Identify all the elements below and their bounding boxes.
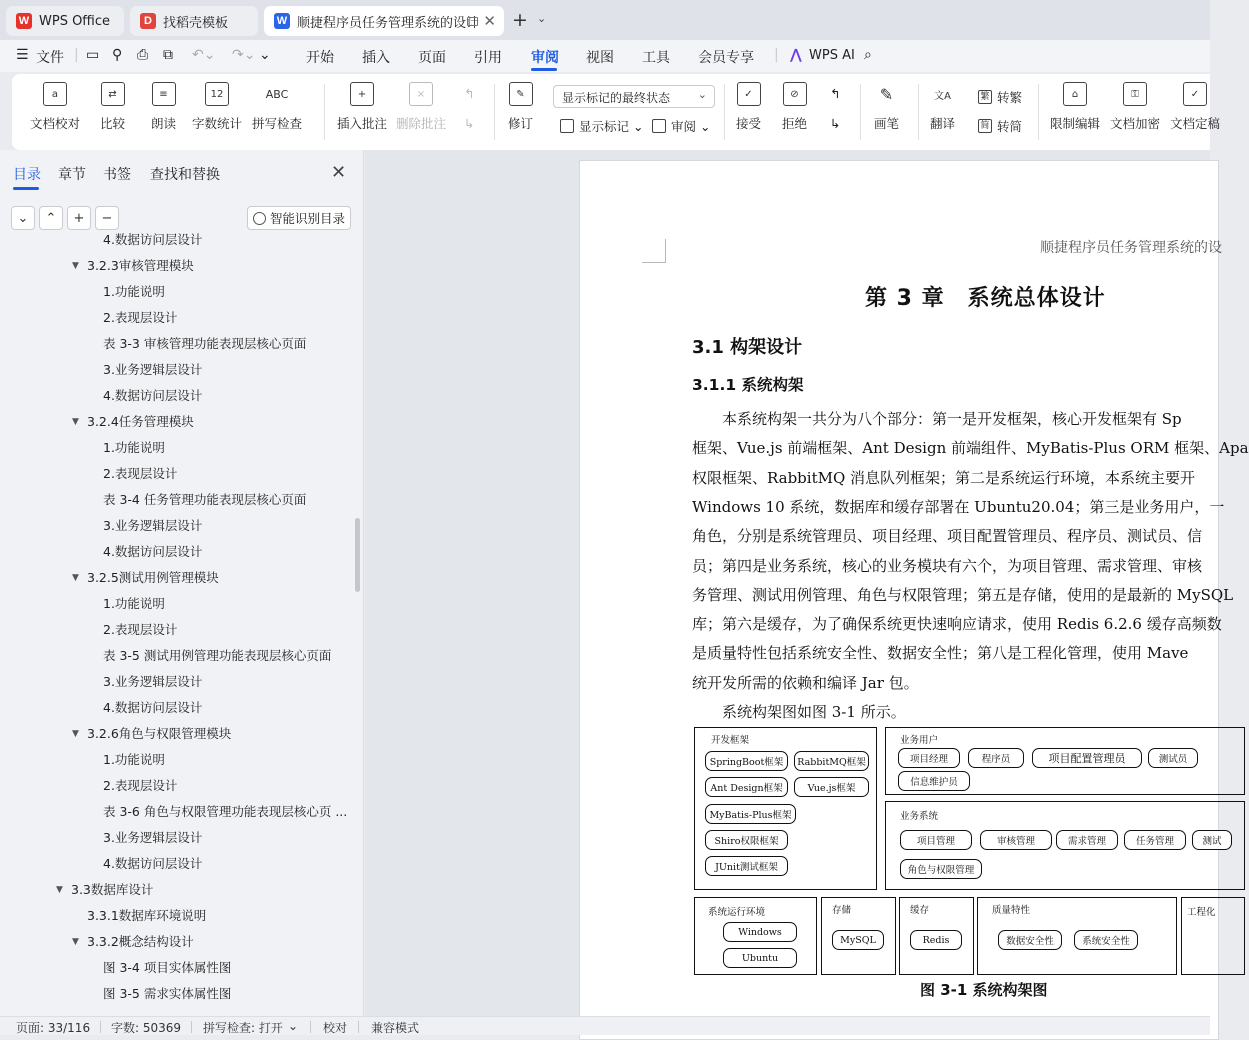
menu-item-insert[interactable]: 插入	[362, 50, 390, 66]
chevron-down-icon[interactable]: ⌄	[288, 1019, 299, 1033]
label: 接受	[736, 116, 762, 131]
box-title: 质量特性	[992, 905, 1031, 916]
search-icon[interactable]: ⌕	[864, 47, 872, 63]
figure-pill: Vue.js框架	[794, 777, 869, 797]
toc-item[interactable]	[0, 360, 352, 380]
paragraph-line: 员；第四是业务系统，核心的业务模块有六个，为项目管理、需求管理、审核	[692, 556, 1203, 575]
label: 智能识别目录	[269, 211, 345, 226]
toc-item-label: 3.3数据库设计	[71, 882, 154, 897]
insert-comment-button[interactable]	[337, 82, 387, 132]
translate-button[interactable]	[930, 82, 955, 132]
toc-item[interactable]	[0, 542, 352, 562]
paragraph-line: 库；第六是缓存，为了确保系统更快速响应请求，使用 Redis 6.2.6 缓存高频数	[692, 615, 1222, 634]
toc-item-label: 图 3-5 需求实体属性图	[103, 986, 232, 1001]
figure-caption: 图 3-1 系统构架图	[920, 981, 1048, 999]
toc-item[interactable]	[0, 230, 352, 250]
read-aloud-icon: ≡	[152, 82, 176, 106]
review-pane-button[interactable]: 审阅 ⌄	[652, 117, 710, 135]
finalize-icon: ✓	[1183, 82, 1207, 106]
separator	[1038, 84, 1039, 140]
figure-pill: Windows	[723, 922, 797, 942]
figure-pill: MySQL	[832, 930, 884, 950]
nav-tab-find-replace[interactable]: 查找和替换	[150, 167, 220, 183]
track-changes-icon: ✎	[509, 82, 533, 106]
toc-item[interactable]	[0, 386, 352, 406]
figure-pill: 项目配置管理员	[1032, 748, 1142, 768]
document-page	[579, 160, 1249, 1040]
compare-icon: ⇄	[101, 82, 125, 106]
review-pane-icon	[652, 119, 666, 133]
save-icon[interactable]: ▭	[86, 47, 100, 63]
business-system-box	[885, 801, 1245, 890]
figure-pill: RabbitMQ框架	[794, 751, 869, 771]
expand-up-button[interactable]: ⌃	[39, 206, 63, 230]
label: 翻译	[930, 116, 956, 131]
pen-icon: ✎	[879, 84, 894, 104]
ribbon-toolbar	[12, 74, 1221, 150]
separator	[324, 84, 325, 140]
toc-item-label: 4.数据访问层设计	[103, 232, 203, 247]
redo-icon[interactable]: ↷⌄	[232, 47, 256, 63]
toc-item[interactable]	[0, 776, 352, 796]
label: 删除批注	[396, 116, 447, 131]
figure-pill: Ant Design框架	[705, 777, 788, 797]
toc-item[interactable]	[0, 984, 352, 1004]
spell-check-button[interactable]	[252, 82, 302, 132]
engineering-box	[1181, 897, 1245, 975]
paragraph-line: 务管理、测试用例管理、角色与权限管理；第五是存储，使用的是最新的 MySQL	[692, 585, 1234, 604]
label: 显示标记	[579, 119, 630, 134]
restrict-edit-button[interactable]	[1050, 82, 1100, 132]
separator	[494, 84, 495, 140]
traditional-icon: 繁	[978, 90, 992, 104]
wps-writer-icon: W	[274, 13, 290, 29]
toc-item-label: 3.业务逻辑层设计	[103, 674, 203, 689]
toc-item-label: 3.2.4任务管理模块	[87, 414, 194, 429]
tab-bar	[0, 0, 1210, 40]
subsection-heading: 3.1.1 系统构架	[692, 376, 804, 394]
smart-icon	[253, 212, 266, 225]
figure-pill: 程序员	[968, 748, 1024, 768]
show-markup-icon	[560, 119, 574, 133]
paragraph-line: 权限框架、RabbitMQ 消息队列框架；第二是系统运行环境，本系统主要开	[692, 468, 1196, 487]
toc-item[interactable]	[0, 906, 352, 926]
label: 拼写检查	[252, 116, 303, 131]
separator	[860, 84, 861, 140]
toc-item-label: 2.表现层设计	[103, 310, 178, 325]
delete-comment-button[interactable]	[396, 82, 446, 132]
paragraph-line: 系统构架图如图 3-1 所示。	[692, 703, 906, 721]
toc-item-label: 3.业务逻辑层设计	[103, 362, 203, 377]
label: 修订	[508, 116, 534, 131]
toc-item[interactable]	[0, 724, 352, 744]
accept-button[interactable]	[736, 82, 761, 132]
label: 字数统计	[192, 116, 243, 131]
proofread-icon: a	[43, 82, 67, 106]
monitor-icon[interactable]	[467, 17, 478, 26]
translate-icon: 文A	[934, 90, 951, 102]
toc-item-label: 1.功能说明	[103, 440, 165, 455]
toc-item-label: 3.2.5测试用例管理模块	[87, 570, 219, 585]
toc-item-label: 表 3-6 角色与权限管理功能表现层核心页 ...	[103, 804, 348, 819]
menu-item-start[interactable]: 开始	[306, 50, 334, 66]
label: 画笔	[874, 116, 900, 131]
chevron-down-icon: ⌄	[697, 88, 707, 101]
toc-item-label: 表 3-3 审核管理功能表现层核心页面	[103, 336, 307, 351]
chevron-down-icon[interactable]: ⌄	[537, 12, 547, 25]
expand-triangle-icon[interactable]: ▼	[72, 729, 79, 739]
box-title: 开发框架	[711, 735, 750, 746]
separator	[191, 1021, 192, 1033]
smart-toc-button[interactable]	[247, 206, 351, 230]
label: 文档加密	[1110, 116, 1161, 131]
status-bar	[0, 1016, 1210, 1035]
label: 转简	[997, 119, 1023, 134]
toc-item-label: 2.表现层设计	[103, 466, 178, 481]
compare-button[interactable]	[100, 82, 125, 132]
toc-item-label: 4.数据访问层设计	[103, 388, 203, 403]
toc-item[interactable]	[0, 438, 352, 458]
toc-item-label: 3.业务逻辑层设计	[103, 830, 203, 845]
label: 文档校对	[30, 116, 81, 131]
toc-item[interactable]	[0, 802, 352, 822]
print-preview-icon[interactable]: ⧉	[163, 47, 173, 63]
cache-box	[899, 897, 974, 975]
accept-icon: ✓	[737, 82, 761, 106]
toc-item-label: 2.表现层设计	[103, 778, 178, 793]
menu-item-tools[interactable]: 工具	[642, 50, 670, 66]
to-simplified-button[interactable]	[978, 117, 1022, 135]
comment-add-icon: +	[350, 82, 374, 106]
figure-pill: 系统安全性	[1074, 930, 1138, 950]
read-aloud-button[interactable]	[151, 82, 176, 132]
toc-item[interactable]	[0, 334, 352, 354]
compat-mode: 兼容模式	[371, 1021, 420, 1035]
toc-item-label: 4.数据访问层设计	[103, 544, 203, 559]
more-icon[interactable]: ⌄	[259, 47, 271, 63]
tab-label: 找稻壳模板	[163, 15, 229, 31]
proof-status[interactable]: 校对	[323, 1021, 348, 1035]
separator	[100, 1021, 101, 1033]
docer-icon: D	[140, 13, 156, 29]
wps-ai-icon[interactable]: ⋀	[790, 47, 802, 63]
toc-item[interactable]	[0, 932, 352, 952]
toc-item[interactable]	[0, 464, 352, 484]
label: 比较	[100, 116, 126, 131]
box-title: 缓存	[910, 905, 930, 916]
quality-box	[977, 897, 1177, 975]
toc-item[interactable]	[0, 516, 352, 536]
separator	[310, 1021, 311, 1033]
tab-label: 顺捷程序员任务管理系统的设计	[297, 15, 480, 31]
toc-item[interactable]	[0, 672, 352, 692]
figure-pill: SpringBoot框架	[705, 751, 788, 771]
menu-item-page[interactable]: 页面	[418, 50, 446, 66]
close-icon[interactable]: ✕	[483, 12, 496, 30]
next-change-icon[interactable]: ↳	[830, 116, 841, 131]
wps-ai-label[interactable]: WPS AI	[809, 48, 855, 63]
toc-item[interactable]	[0, 646, 352, 666]
hamburger-icon[interactable]: ☰	[16, 47, 29, 63]
paragraph-line: Windows 10 系统，数据库和缓存部署在 Ubuntu20.04；第三是业务用户，一	[692, 497, 1225, 516]
toc-item-label: 3.2.6角色与权限管理模块	[87, 726, 232, 741]
toc-item-label: 3.2.3审核管理模块	[87, 258, 194, 273]
word-count-button[interactable]	[192, 82, 242, 132]
toc-item-label: 1.功能说明	[103, 596, 165, 611]
expand-triangle-icon[interactable]: ▼	[72, 573, 79, 583]
separator: |	[74, 47, 79, 63]
word-count[interactable]: 字数: 50369	[111, 1021, 182, 1035]
page-indicator[interactable]: 页面: 33/116	[16, 1021, 91, 1035]
simplified-icon: 简	[978, 119, 992, 133]
show-markup-button[interactable]: 显示标记 ⌄	[560, 117, 643, 135]
menu-item-view[interactable]: 视图	[586, 50, 614, 66]
label: 拒绝	[782, 116, 808, 131]
next-comment-icon[interactable]: ↳	[464, 116, 475, 131]
figure-pill: JUnit测试框架	[705, 856, 788, 876]
expand-triangle-icon[interactable]: ▼	[72, 417, 79, 427]
label: 转繁	[997, 90, 1023, 105]
nav-tab-underline	[13, 187, 39, 190]
toc-item-label: 表 3-5 测试用例管理功能表现层核心页面	[103, 648, 332, 663]
reject-icon: ⊘	[783, 82, 807, 106]
toc-item[interactable]	[0, 958, 352, 978]
prev-comment-icon[interactable]: ↰	[464, 86, 475, 101]
figure-pill: 测试员	[1148, 748, 1198, 768]
markup-mode-value: 显示标记的最终状态	[562, 91, 671, 105]
reject-button[interactable]	[782, 82, 807, 132]
figure-pill: 项目管理	[900, 830, 972, 850]
separator	[918, 84, 919, 140]
nav-tab-bookmark[interactable]: 书签	[103, 167, 131, 183]
comment-delete-icon: ×	[409, 82, 433, 106]
figure-pill: 任务管理	[1124, 830, 1186, 850]
ink-button[interactable]	[874, 82, 899, 132]
encrypt-icon: ⚿	[1123, 82, 1147, 106]
markup-mode-select[interactable]	[553, 85, 715, 108]
track-changes-button[interactable]	[508, 82, 533, 132]
nav-tab-chapter[interactable]: 章节	[58, 167, 86, 183]
tab-document[interactable]	[264, 6, 504, 36]
close-icon[interactable]: ✕	[331, 162, 347, 183]
paragraph-line: 框架、Vue.js 前端框架、Ant Design 前端组件、MyBatis-Plus ORM 框架、Apa	[692, 439, 1249, 458]
menu-file[interactable]: 文件	[36, 50, 64, 66]
toc-list	[0, 232, 352, 1016]
menu-item-member[interactable]: 会员专享	[698, 50, 754, 66]
figure-pill: Shiro权限框架	[705, 830, 788, 850]
scrollbar[interactable]	[355, 518, 360, 592]
toc-item[interactable]	[0, 594, 352, 614]
menu-item-review[interactable]: 审阅	[531, 50, 559, 66]
section-heading: 3.1 构架设计	[692, 337, 803, 358]
toc-item[interactable]	[0, 308, 352, 328]
tab-label: WPS Office	[39, 13, 111, 29]
to-traditional-button[interactable]	[978, 88, 1022, 106]
toc-item-label: 3.业务逻辑层设计	[103, 518, 203, 533]
figure-pill: Redis	[910, 930, 962, 950]
navigation-pane	[0, 150, 364, 1016]
separator: |	[774, 47, 779, 63]
active-menu-underline	[531, 68, 557, 71]
figure-pill: 角色与权限管理	[900, 859, 982, 879]
toc-item[interactable]	[0, 490, 352, 510]
chapter-title: 第 3 章 系统总体设计	[865, 286, 1106, 311]
lock-doc-icon: ⌂	[1063, 82, 1087, 106]
word-count-icon: 12	[205, 82, 229, 106]
figure-pill: Ubuntu	[723, 948, 797, 968]
undo-icon[interactable]: ↶⌄	[192, 47, 216, 63]
label: 审阅	[671, 119, 697, 134]
page-header: 顺捷程序员任务管理系统的设	[1040, 240, 1222, 256]
encrypt-button[interactable]	[1110, 82, 1160, 132]
tab-docer[interactable]	[130, 6, 258, 36]
toc-item[interactable]	[0, 568, 352, 588]
figure-pill: 需求管理	[1056, 830, 1118, 850]
toc-item-label: 3.3.2概念结构设计	[87, 934, 194, 949]
remove-heading-button[interactable]: −	[95, 206, 119, 230]
tab-wps-office[interactable]	[6, 6, 124, 36]
runtime-env-box	[694, 897, 817, 975]
separator	[358, 1021, 359, 1033]
box-title: 业务用户	[900, 735, 939, 746]
prev-change-icon[interactable]: ↰	[830, 86, 841, 101]
separator	[724, 84, 725, 140]
new-tab-icon[interactable]: +	[512, 9, 528, 31]
toc-item-label: 1.功能说明	[103, 752, 165, 767]
menu-item-reference[interactable]: 引用	[474, 50, 502, 66]
toc-item-label: 3.3.1数据库环境说明	[87, 908, 207, 923]
toc-item[interactable]	[0, 828, 352, 848]
document-canvas	[365, 150, 1249, 1016]
toc-item[interactable]	[0, 412, 352, 432]
toc-item[interactable]	[0, 256, 352, 276]
spell-check-icon: ABC	[265, 87, 289, 101]
toc-item-label: 1.功能说明	[103, 284, 165, 299]
toc-item[interactable]	[0, 698, 352, 718]
figure-pill: 项目经理	[898, 748, 960, 768]
share-icon[interactable]: ⚲	[112, 47, 123, 63]
expand-triangle-icon[interactable]: ▼	[56, 885, 63, 895]
expand-triangle-icon[interactable]: ▼	[72, 261, 79, 271]
expand-triangle-icon[interactable]: ▼	[72, 937, 79, 947]
figure-pill: MyBatis-Plus框架	[705, 804, 796, 824]
dev-framework-box	[694, 727, 877, 890]
toc-item-label: 4.数据访问层设计	[103, 856, 203, 871]
spell-check-status[interactable]: 拼写检查: 打开	[203, 1021, 283, 1035]
label: 朗读	[151, 116, 177, 131]
add-heading-button[interactable]: +	[67, 206, 91, 230]
label: 限制编辑	[1050, 116, 1101, 131]
nav-tab-toc[interactable]: 目录	[13, 167, 41, 183]
paragraph-line: 角色，分别是系统管理员、项目经理、项目配置管理员、程序员、测试员、信	[692, 527, 1203, 546]
box-title: 业务系统	[900, 811, 939, 822]
menu-bar	[0, 40, 1210, 72]
figure-pill: 审核管理	[980, 830, 1052, 850]
figure-pill: 测试	[1192, 830, 1232, 850]
collapse-all-button[interactable]: ⌄	[11, 206, 35, 230]
architecture-figure	[694, 727, 1234, 979]
figure-pill: 数据安全性	[998, 930, 1062, 950]
figure-pill: 信息维护员	[898, 771, 970, 791]
box-title: 系统运行环境	[708, 907, 766, 918]
toc-item[interactable]	[0, 282, 352, 302]
paragraph-line: 统开发所需的依赖和编译 Jar 包。	[692, 673, 919, 692]
business-users-box	[885, 727, 1245, 795]
paragraph-line: 是质量特性包括系统安全性、数据安全性；第八是工程化管理，使用 Mave	[692, 644, 1189, 663]
wps-logo-icon: W	[16, 13, 32, 29]
print-icon[interactable]: ⎙	[137, 47, 149, 63]
toc-item-label: 4.数据访问层设计	[103, 700, 203, 715]
paragraph-line: 本系统构架一共分为八个部分：第一是开发框架，核心开发框架有 Sp	[692, 410, 1182, 428]
toc-item[interactable]	[0, 880, 352, 900]
toc-item-label: 2.表现层设计	[103, 622, 178, 637]
box-title: 存储	[832, 905, 852, 916]
toc-item[interactable]	[0, 620, 352, 640]
label: 插入批注	[337, 116, 388, 131]
box-title: 工程化	[1187, 907, 1216, 918]
storage-box	[821, 897, 896, 975]
proofread-button[interactable]	[30, 82, 80, 132]
toc-item[interactable]	[0, 854, 352, 874]
margin-marker	[642, 239, 666, 263]
toc-item-label: 表 3-4 任务管理功能表现层核心页面	[103, 492, 307, 507]
label: 文档定稿	[1170, 116, 1221, 131]
toc-item[interactable]	[0, 750, 352, 770]
finalize-button[interactable]	[1170, 82, 1220, 132]
toc-item-label: 图 3-4 项目实体属性图	[103, 960, 232, 975]
